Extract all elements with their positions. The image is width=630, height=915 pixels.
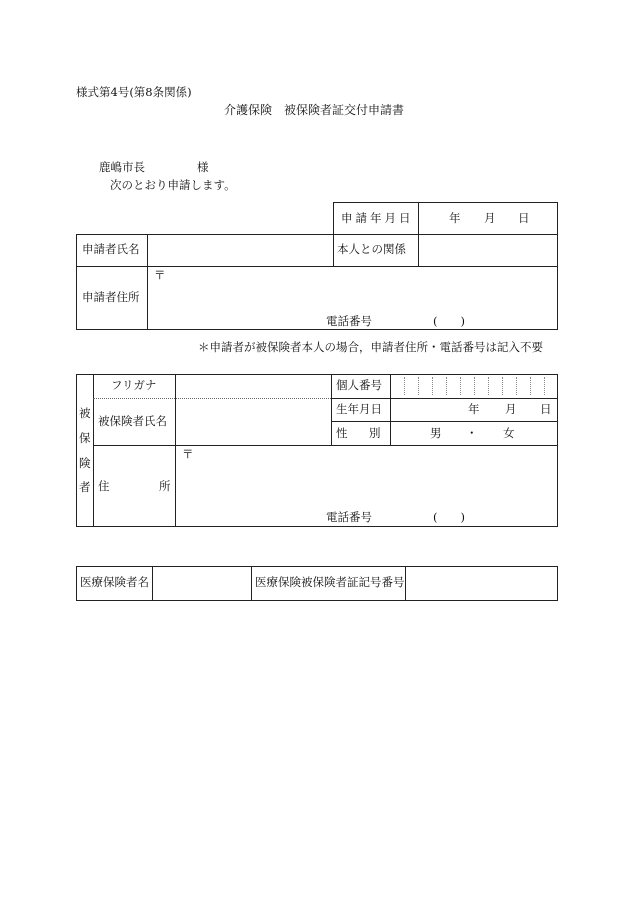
- form-title: 介護保険 被保険者証交付申請書: [224, 103, 405, 117]
- insured-vertical-char-4: 者: [79, 480, 91, 494]
- application-date-input[interactable]: [426, 206, 552, 231]
- insured-phone-paren: ( ): [433, 510, 465, 524]
- medical-card-label: 医療保険被保険者証記号番号: [255, 575, 405, 589]
- personal-number-divider: [404, 377, 405, 395]
- furigana-label: フリガナ: [111, 378, 157, 392]
- sex-option-separator: ・: [466, 426, 478, 440]
- insured-address-label-2: 所: [159, 479, 171, 493]
- note-text: ＊申請者が被保険者本人の場合，申請者住所・電話番号は記入不要: [198, 340, 543, 354]
- sex-label-2: 別: [369, 426, 381, 440]
- applicant-phone-input[interactable]: [380, 313, 550, 327]
- birth-date-input[interactable]: [393, 401, 553, 419]
- medical-insurer-input[interactable]: [155, 569, 248, 598]
- medical-insurer-label: 医療保険者名: [80, 575, 149, 589]
- personal-number-input[interactable]: [390, 374, 558, 398]
- intro-text: 次のとおり申請します。: [110, 178, 236, 192]
- insured-phone-input[interactable]: [380, 509, 550, 523]
- insured-name-input[interactable]: [178, 401, 328, 442]
- personal-number-label: 個人番号: [336, 378, 382, 392]
- personal-number-divider: [530, 377, 531, 395]
- sex-option-male[interactable]: 男: [430, 426, 442, 440]
- personal-number-divider: [488, 377, 489, 395]
- application-month-unit: 月: [484, 211, 496, 225]
- insured-address-input[interactable]: [198, 448, 554, 506]
- personal-number-divider: [418, 377, 419, 395]
- personal-number-divider: [516, 377, 517, 395]
- birth-year-unit: 年: [468, 402, 480, 416]
- insured-name-label: 被保険者氏名: [98, 414, 167, 428]
- addressee-honorific: 様: [197, 160, 209, 174]
- personal-number-divider: [544, 377, 545, 395]
- insured-vertical-char-2: 保: [79, 431, 91, 445]
- form-number: 様式第4号(第8条関係): [76, 85, 192, 99]
- applicant-address-input[interactable]: [170, 269, 554, 311]
- personal-number-divider: [502, 377, 503, 395]
- personal-number-divider: [446, 377, 447, 395]
- birth-date-label: 生年月日: [336, 402, 382, 416]
- insured-address-label-1: 住: [98, 479, 110, 493]
- applicant-name-input[interactable]: [150, 237, 330, 263]
- sex-label-1: 性: [336, 426, 348, 440]
- furigana-input[interactable]: [178, 377, 328, 396]
- personal-number-divider: [460, 377, 461, 395]
- sex-option-female[interactable]: 女: [503, 426, 515, 440]
- birth-month-unit: 月: [505, 402, 517, 416]
- medical-card-input[interactable]: [408, 569, 554, 598]
- insured-postal-mark: 〒: [182, 447, 194, 461]
- application-year-unit: 年: [449, 211, 461, 225]
- insured-phone-label: 電話番号: [326, 510, 372, 524]
- personal-number-divider: [474, 377, 475, 395]
- personal-number-divider: [432, 377, 433, 395]
- relation-label: 本人との関係: [337, 242, 406, 256]
- applicant-postal-mark: 〒: [154, 268, 166, 282]
- applicant-phone-paren: ( ): [433, 314, 465, 328]
- addressee-mayor: 鹿嶋市長: [99, 160, 145, 174]
- application-date-label: 申請年月日: [341, 211, 414, 225]
- applicant-address-label: 申請者住所: [82, 290, 140, 304]
- applicant-name-label: 申請者氏名: [82, 242, 140, 256]
- insured-vertical-char-1: 被: [79, 406, 91, 420]
- application-day-unit: 日: [518, 211, 530, 225]
- birth-day-unit: 日: [540, 402, 552, 416]
- applicant-phone-label: 電話番号: [326, 314, 372, 328]
- insured-vertical-char-3: 険: [79, 456, 91, 470]
- relation-input[interactable]: [421, 237, 555, 263]
